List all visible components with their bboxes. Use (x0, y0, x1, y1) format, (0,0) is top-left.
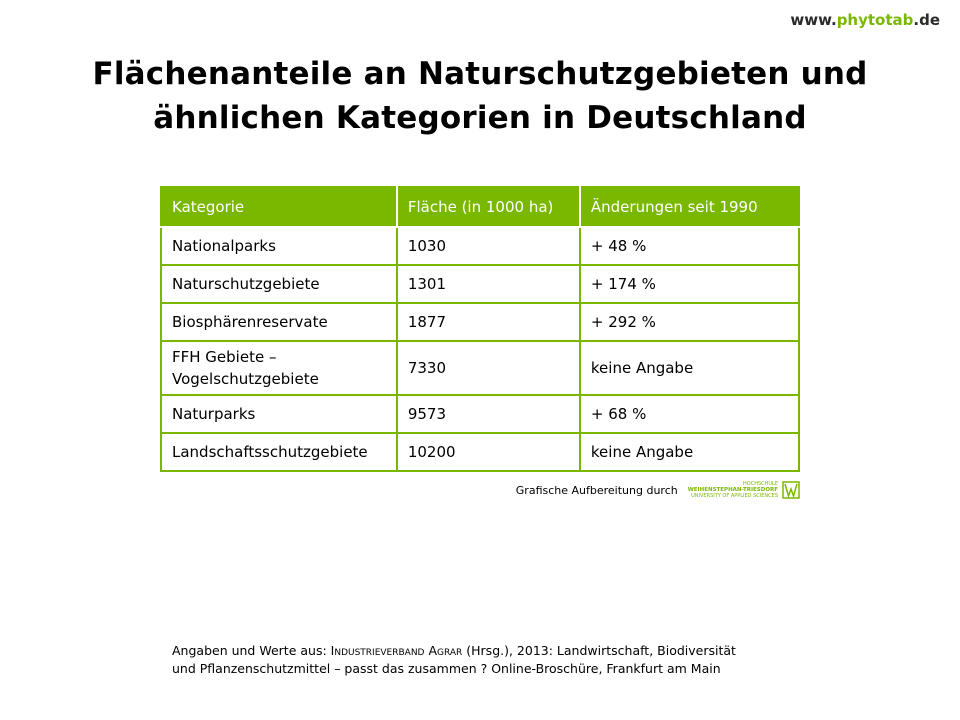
source-prefix: Angaben und Werte aus: (172, 643, 331, 658)
site-url-suffix: .de (913, 11, 940, 29)
university-logo (688, 481, 800, 499)
cell-aenderung: + 68 % (580, 395, 799, 433)
table-row (161, 433, 799, 471)
cell-flaeche: 7330 (397, 341, 580, 395)
site-url-name: phytotab (836, 11, 914, 29)
cell-flaeche: 1301 (397, 265, 580, 303)
cell-kategorie: Biosphärenreservate (161, 303, 397, 341)
header-kategorie: Kategorie (161, 187, 397, 227)
cell-kategorie-line-2: Vogelschutzgebiete (172, 370, 319, 388)
table-header-row (161, 187, 799, 227)
source-note (172, 642, 812, 678)
credit-text: Grafische Aufbereitung durch (515, 483, 678, 497)
table-row (161, 395, 799, 433)
table-row (161, 303, 799, 341)
cell-aenderung: keine Angabe (580, 433, 799, 471)
cell-aenderung: + 174 % (580, 265, 799, 303)
title-line-1: Flächenanteile an Naturschutzgebieten und (92, 56, 868, 92)
table-row (161, 227, 799, 265)
cell-flaeche: 1030 (397, 227, 580, 265)
source-line-1 (172, 642, 812, 660)
cell-kategorie: Naturparks (161, 395, 397, 433)
header-aenderungen: Änderungen seit 1990 (580, 187, 799, 227)
cell-kategorie (161, 341, 397, 395)
cell-flaeche: 10200 (397, 433, 580, 471)
credit (480, 478, 800, 502)
logo-line-3: UNIVERSITY OF APPLIED SCIENCES (691, 493, 778, 499)
cell-kategorie: Landschaftsschutzgebiete (161, 433, 397, 471)
title-line-2: ähnlichen Kategorien in Deutschland (153, 100, 807, 136)
logo-line-1: HOCHSCHULE (743, 481, 778, 487)
cell-kategorie-line-1: FFH Gebiete – (172, 348, 277, 366)
source-line-2: und Pflanzenschutzmittel – passt das zusammen ? Online-Broschüre, Frankfurt am Main (172, 661, 721, 676)
logo-text (688, 481, 778, 499)
logo-mark-icon (782, 481, 800, 499)
table-row (161, 265, 799, 303)
cell-kategorie: Naturschutzgebiete (161, 265, 397, 303)
logo-line-2: WEIHENSTEPHAN-TRIESDORF (687, 487, 778, 493)
cell-kategorie: Nationalparks (161, 227, 397, 265)
table-row (161, 341, 799, 395)
site-url-prefix: www. (790, 11, 837, 29)
site-url[interactable] (790, 11, 940, 29)
page-title (0, 52, 960, 140)
cell-aenderung: + 48 % (580, 227, 799, 265)
header-flaeche: Fläche (in 1000 ha) (397, 187, 580, 227)
source-rest: (Hrsg.), 2013: Landwirtschaft, Biodiversität (462, 643, 736, 658)
cell-aenderung: + 292 % (580, 303, 799, 341)
data-table (160, 186, 800, 472)
cell-flaeche: 9573 (397, 395, 580, 433)
cell-aenderung: keine Angabe (580, 341, 799, 395)
cell-flaeche: 1877 (397, 303, 580, 341)
source-author: Industrieverband Agrar (330, 643, 463, 658)
